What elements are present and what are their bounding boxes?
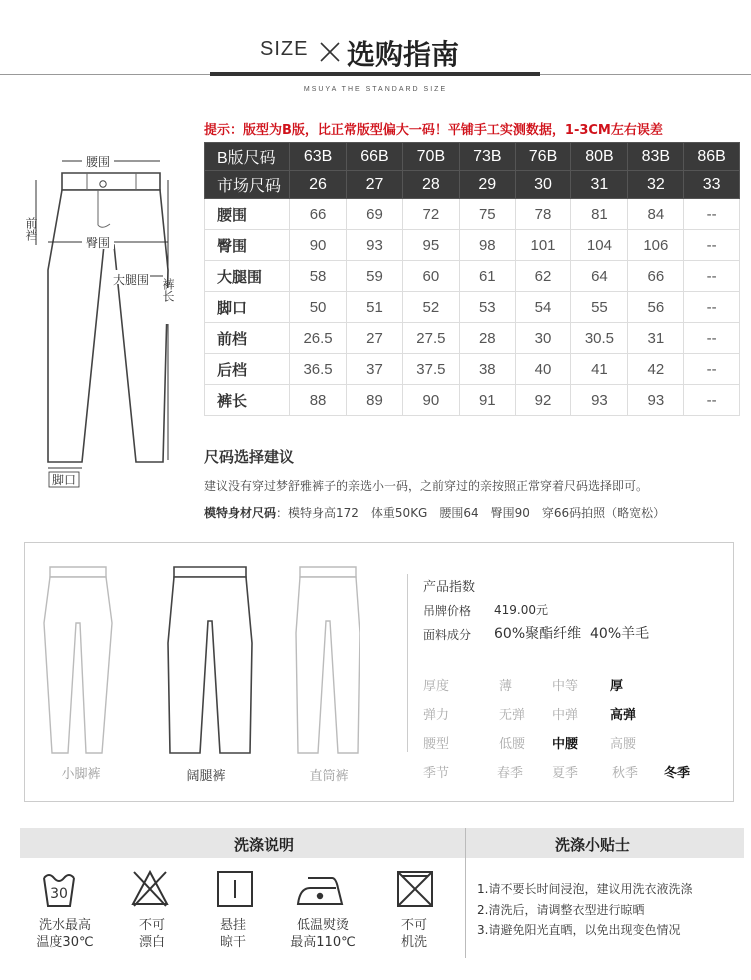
size-cell: --: [684, 385, 740, 416]
diagram-length-label: 裤长: [161, 278, 175, 302]
size-cell: 62: [515, 261, 571, 292]
pants-measurement-diagram: [18, 150, 198, 490]
model-info-label: 模特身材尺码: [204, 506, 277, 520]
size-cell: 37.5: [402, 354, 459, 385]
size-row: [205, 199, 740, 230]
size-cell: --: [684, 292, 740, 323]
size-header-cell: 66B: [347, 143, 403, 171]
fit-label-skinny: 小脚裤: [61, 767, 101, 782]
size-header-cell: 28: [402, 171, 459, 199]
size-cell: 89: [347, 385, 403, 416]
size-header-row: [205, 171, 740, 199]
size-row: [205, 354, 740, 385]
attribute-option: 无弹: [499, 708, 526, 723]
size-header-cell: 31: [571, 171, 628, 199]
size-row-label: 后档: [205, 354, 290, 385]
cross-icon: [318, 40, 342, 64]
attribute-option: 高腰: [610, 737, 637, 752]
size-header-cell: 83B: [628, 143, 684, 171]
size-table: [204, 142, 740, 416]
size-cell: 59: [347, 261, 403, 292]
fit-label-wide: 阔腿裤: [186, 769, 226, 784]
size-cell: 51: [347, 292, 403, 323]
size-header-cell: 32: [628, 171, 684, 199]
no-machine-wash-icon: [398, 872, 432, 906]
size-header-cell: 80B: [571, 143, 628, 171]
page-title: 选购指南: [347, 38, 460, 71]
header-size-label: SIZE: [260, 38, 309, 60]
size-header-cell: 26: [290, 171, 347, 199]
wide-leg-pants-icon: [168, 567, 252, 753]
size-header-cell: 27: [347, 171, 403, 199]
care-divider: [465, 828, 466, 958]
care-title: 洗涤说明: [234, 836, 295, 854]
skinny-pants-icon: [44, 567, 112, 753]
model-info-text: ：模特身高172 体重50KG 腰围64 臀围90 穿66码拍照（略宽松）: [276, 506, 666, 520]
size-header-cell: 86B: [684, 143, 740, 171]
size-cell: --: [684, 354, 740, 385]
attribute-option: 高弹: [610, 708, 637, 723]
size-cell: 90: [402, 385, 459, 416]
panel-divider: [407, 574, 408, 752]
attribute-name: 弹力: [423, 708, 450, 723]
size-cell: 36.5: [290, 354, 347, 385]
size-row-label: 大腿围: [205, 261, 290, 292]
care-label-dry: 悬挂 晾干: [219, 918, 246, 950]
diagram-thigh-label: 大腿围: [112, 273, 150, 287]
size-cell: 37: [347, 354, 403, 385]
size-cell: 93: [347, 230, 403, 261]
size-cell: 26.5: [290, 323, 347, 354]
straight-pants-icon: [296, 567, 360, 753]
size-row: [205, 385, 740, 416]
size-row-label: 腰围: [205, 199, 290, 230]
size-header-label: B版尺码: [205, 143, 290, 171]
size-cell: 42: [628, 354, 684, 385]
size-cell: 98: [459, 230, 515, 261]
size-header-cell: 76B: [515, 143, 571, 171]
size-cell: 104: [571, 230, 628, 261]
size-cell: 56: [628, 292, 684, 323]
size-cell: 101: [515, 230, 571, 261]
size-cell: 53: [459, 292, 515, 323]
attribute-option: 秋季: [612, 766, 639, 781]
header-divider-accent: [210, 72, 540, 76]
size-header-cell: 70B: [402, 143, 459, 171]
size-cell: 64: [571, 261, 628, 292]
size-cell: 69: [347, 199, 403, 230]
size-row: [205, 230, 740, 261]
pants-outline: [48, 173, 168, 462]
size-cell: 60: [402, 261, 459, 292]
size-row: [205, 261, 740, 292]
size-header-cell: 30: [515, 171, 571, 199]
size-cell: 95: [402, 230, 459, 261]
size-cell: --: [684, 199, 740, 230]
size-cell: 81: [571, 199, 628, 230]
size-cell: 38: [459, 354, 515, 385]
price-label: 吊牌价格: [423, 604, 472, 618]
size-cell: 66: [290, 199, 347, 230]
size-cell: 72: [402, 199, 459, 230]
size-cell: 28: [459, 323, 515, 354]
care-label-machine: 不可 机洗: [400, 918, 427, 950]
attribute-name: 腰型: [423, 737, 450, 752]
size-header-cell: 73B: [459, 143, 515, 171]
recommendation-title: 尺码选择建议: [204, 448, 295, 466]
size-row-label: 前档: [205, 323, 290, 354]
size-cell: 52: [402, 292, 459, 323]
material-value: 60%聚酯纤维 40%羊毛: [494, 626, 650, 642]
care-label-iron: 低温熨烫 最高110℃: [290, 918, 356, 950]
size-cell: 93: [571, 385, 628, 416]
care-label-wash: 洗水最高 温度30℃: [36, 918, 94, 950]
size-cell: 61: [459, 261, 515, 292]
size-cell: 27.5: [402, 323, 459, 354]
size-row-label: 裤长: [205, 385, 290, 416]
hang-dry-icon: [218, 872, 252, 906]
size-cell: 93: [628, 385, 684, 416]
size-header-cell: 63B: [290, 143, 347, 171]
diagram-hem-label: 脚口: [51, 473, 77, 487]
header-subtitle: MSUYA THE STANDARD SIZE: [303, 86, 448, 93]
wash-temp-text: 30: [50, 886, 68, 902]
attribute-option: 厚: [610, 679, 624, 694]
size-cell: 75: [459, 199, 515, 230]
size-cell: 88: [290, 385, 347, 416]
size-cell: --: [684, 230, 740, 261]
care-tip-1: 1.请不要长时间浸泡，建议用洗衣液洗涤: [477, 882, 693, 896]
size-cell: 27: [347, 323, 403, 354]
size-cell: 106: [628, 230, 684, 261]
size-row: [205, 292, 740, 323]
fit-label-straight: 直筒裤: [309, 769, 349, 784]
size-cell: 50: [290, 292, 347, 323]
diagram-front-rise-label: 前裆: [24, 217, 38, 241]
size-cell: 90: [290, 230, 347, 261]
size-row-label: 臀围: [205, 230, 290, 261]
size-row: [205, 323, 740, 354]
button-icon: [100, 181, 106, 187]
low-iron-icon: [298, 878, 342, 904]
attribute-option: 夏季: [552, 766, 579, 781]
care-tip-2: 2.清洗后，请调整衣型进行晾晒: [477, 903, 645, 917]
fit-silhouettes: [40, 563, 360, 759]
no-bleach-icon: [133, 872, 167, 906]
care-header-band: [20, 828, 744, 858]
care-tips-title: 洗涤小贴士: [555, 836, 631, 854]
size-cell: 54: [515, 292, 571, 323]
attribute-option: 薄: [499, 679, 513, 694]
care-tip-3: 3.请避免阳光直晒，以免出现变色情况: [477, 923, 681, 937]
size-cell: 84: [628, 199, 684, 230]
size-cell: 31: [628, 323, 684, 354]
size-header-cell: 29: [459, 171, 515, 199]
attribute-option: 冬季: [664, 766, 691, 781]
attribute-option: 中腰: [552, 737, 579, 752]
care-icons: [40, 868, 460, 914]
recommendation-text: 建议没有穿过梦舒雅裤子的亲选小一码，之前穿过的亲按照正常穿着尺码选择即可。: [204, 479, 649, 493]
size-cell: --: [684, 261, 740, 292]
size-cell: 78: [515, 199, 571, 230]
attribute-option: 中弹: [552, 708, 579, 723]
size-cell: 55: [571, 292, 628, 323]
size-cell: 91: [459, 385, 515, 416]
size-cell: 41: [571, 354, 628, 385]
size-cell: 92: [515, 385, 571, 416]
material-label: 面料成分: [423, 628, 472, 642]
price-value: 419.00元: [494, 603, 548, 617]
diagram-waist-label: 腰围: [85, 155, 111, 169]
diagram-hip-label: 臀围: [85, 236, 111, 250]
product-index-title: 产品指数: [423, 580, 476, 595]
model-info: [204, 504, 665, 521]
attribute-option: 低腰: [499, 737, 526, 752]
wash-30-icon: [44, 875, 74, 906]
size-row-label: 脚口: [205, 292, 290, 323]
size-cell: 30: [515, 323, 571, 354]
size-header-cell: 33: [684, 171, 740, 199]
size-cell: 40: [515, 354, 571, 385]
size-cell: 66: [628, 261, 684, 292]
size-cell: --: [684, 323, 740, 354]
size-header-label: 市场尺码: [205, 171, 290, 199]
size-cell: 30.5: [571, 323, 628, 354]
size-notice: 提示：版型为B版，比正常版型偏大一码！平铺手工实测数据，1-3CM左右误差: [204, 123, 663, 138]
size-cell: 58: [290, 261, 347, 292]
attribute-name: 季节: [423, 766, 450, 781]
attribute-name: 厚度: [423, 679, 450, 694]
size-header-row: [205, 143, 740, 171]
attribute-option: 中等: [552, 679, 579, 694]
attribute-option: 春季: [497, 766, 524, 781]
care-label-bleach: 不可 漂白: [138, 918, 165, 950]
